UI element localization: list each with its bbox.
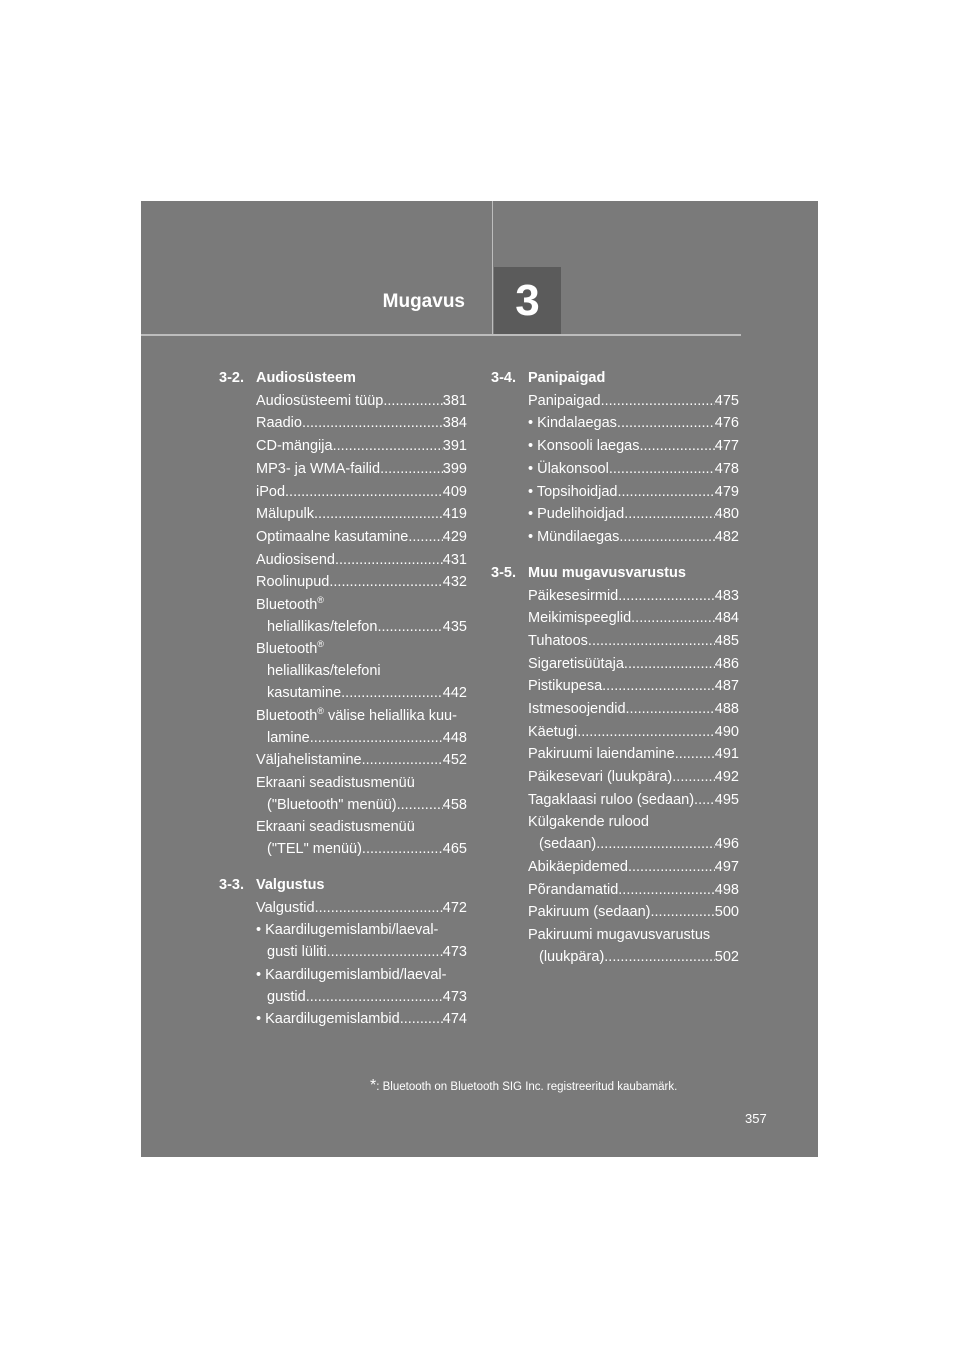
section-title: Muu mugavusvarustus [528, 564, 686, 581]
entry-page: 391 [442, 438, 467, 455]
toc-entry-line [256, 839, 467, 861]
toc-entry-line [256, 482, 467, 504]
toc-entry[interactable] [256, 639, 467, 704]
toc-entry[interactable] [256, 773, 467, 817]
toc-section [219, 875, 467, 1031]
entry-title: • Kaardilugemislambi/laeval- [256, 922, 439, 939]
entry-page: 498 [714, 881, 739, 898]
entry-page: 458 [442, 796, 467, 813]
entry-title-part: Bluetooth [256, 707, 318, 724]
entry-title: Mälupulk [256, 506, 315, 523]
toc-entry-line [256, 572, 467, 594]
entry-page: 478 [714, 460, 739, 477]
toc-entry-line [528, 744, 739, 766]
leader-dots [377, 617, 442, 639]
leader-dots [672, 767, 715, 789]
toc-section [491, 563, 739, 969]
toc-entry-line [256, 459, 467, 481]
toc-left-column [219, 368, 467, 1045]
toc-entry-line [528, 436, 739, 458]
entry-title: Tuhatoos [528, 632, 588, 649]
entry-title: Raadio [256, 415, 302, 432]
section-title: Panipaigad [528, 370, 606, 386]
toc-entry-line [256, 1009, 467, 1031]
toc-entry-line [256, 595, 467, 617]
toc-entry-line [256, 750, 467, 772]
toc-entry-line [256, 661, 467, 683]
section-title: Audiosüsteem [256, 370, 356, 386]
leader-dots [618, 880, 715, 902]
section-heading [219, 875, 467, 897]
leader-dots [602, 676, 715, 698]
entry-title: • Pudelihoidjad [528, 506, 625, 523]
toc-entry-line [528, 482, 739, 504]
toc-entry-line [256, 391, 467, 413]
entry-title: kasutamine [267, 685, 342, 702]
entry-title: Väljahelistamine [256, 752, 362, 769]
entry-title: MP3- ja WMA-failid [256, 460, 381, 477]
entry-title: Päikesesirmid [528, 587, 619, 604]
entry-page: 431 [442, 551, 467, 568]
leader-dots [341, 683, 443, 705]
toc-entry[interactable] [528, 902, 739, 924]
page-number: 357 [745, 1111, 767, 1126]
entry-title: Bluetooth [256, 641, 318, 658]
toc-entry-line [256, 550, 467, 572]
toc-entry-line [528, 631, 739, 653]
entry-title: lamine [267, 729, 310, 746]
toc-entry-line [528, 947, 739, 969]
toc-entry-line [528, 812, 739, 834]
entry-title: gusti lüliti [267, 944, 327, 961]
entry-title: Põrandamatid [528, 881, 619, 898]
entry-title: Pakiruum (sedaan) [528, 904, 651, 921]
entry-title: Pistikupesa [528, 678, 603, 695]
entry-title: (sedaan) [539, 836, 597, 853]
entry-page: 491 [714, 746, 739, 763]
toc-entry[interactable] [528, 608, 739, 630]
toc-entry-line [256, 920, 467, 942]
toc-entry[interactable] [528, 744, 739, 766]
toc-entry[interactable] [256, 482, 467, 504]
entry-title: CD-mängija [256, 438, 333, 455]
toc-entry-line [256, 728, 467, 750]
leader-dots [302, 413, 443, 435]
toc-entry[interactable] [256, 504, 467, 526]
entry-page: 432 [442, 574, 467, 591]
entry-page: 502 [714, 948, 739, 965]
entry-page: 482 [714, 528, 739, 545]
toc-entry-line [528, 413, 739, 435]
registered-mark: ® [317, 705, 324, 716]
footnote [370, 1077, 677, 1095]
toc-entry-line [528, 654, 739, 676]
toc-entry[interactable] [528, 767, 739, 789]
toc-section [219, 368, 467, 861]
entry-page: 381 [442, 392, 467, 409]
leader-dots [397, 795, 443, 817]
toc-entry-line [256, 795, 467, 817]
toc-entry-line [528, 391, 739, 413]
leader-dots [315, 898, 443, 920]
entry-title: Bluetooth [256, 596, 318, 613]
leader-dots [651, 902, 715, 924]
toc-entry-line [528, 676, 739, 698]
entry-page: 384 [442, 415, 467, 432]
toc-entry[interactable] [256, 706, 467, 750]
entry-page: 484 [714, 610, 739, 627]
toc-entry-line [528, 857, 739, 879]
leader-dots [609, 459, 715, 481]
entry-page: 475 [714, 392, 739, 409]
entry-page: 479 [714, 483, 739, 500]
entry-page: 399 [442, 460, 467, 477]
entry-page: 409 [442, 483, 467, 500]
entry-title: Käetugi [528, 723, 578, 740]
toc-entry[interactable] [256, 436, 467, 458]
entry-page: 472 [442, 899, 467, 916]
entry-title: Tagaklaasi ruloo (sedaan) [528, 791, 695, 808]
section-heading [491, 563, 739, 585]
entry-title: Valgustid [256, 899, 315, 916]
toc-entry[interactable] [528, 790, 739, 812]
leader-dots [624, 654, 715, 676]
entry-title: • Kindalaegas [528, 415, 617, 432]
toc-section [491, 368, 739, 549]
toc-entry-line [256, 817, 467, 839]
toc-entry[interactable] [256, 459, 467, 481]
entry-title: Sigaretisüütaja [528, 655, 624, 672]
entry-title: • Ülakonsool [528, 460, 609, 477]
entry-title: Külgakende rulood [528, 814, 649, 831]
entry-title: iPod [256, 483, 286, 500]
entry-page: 496 [714, 836, 739, 853]
leader-dots [380, 459, 443, 481]
toc-entry[interactable] [528, 925, 739, 969]
entry-title: heliallikas/telefon [267, 618, 378, 635]
leader-dots [408, 527, 442, 549]
toc-entry[interactable] [256, 750, 467, 772]
entry-title: • Mündilaegas [528, 528, 620, 545]
entry-page: 486 [714, 655, 739, 672]
leader-dots [596, 834, 715, 856]
entry-title: ("Bluetooth" menüü) [267, 796, 397, 813]
entry-page: 480 [714, 506, 739, 523]
section-number: 3-2. [219, 370, 244, 386]
toc-entry[interactable] [256, 413, 467, 435]
entry-title: Pakiruumi mugavusvarustus [528, 926, 711, 943]
entry-page: 435 [442, 618, 467, 635]
toc-entry[interactable] [528, 482, 739, 504]
entry-title: Panipaigad [528, 392, 601, 409]
entry-title: Audiosisend [256, 551, 335, 568]
entry-page: 495 [714, 791, 739, 808]
entry-title: gustid [267, 988, 306, 1005]
toc-entry[interactable] [528, 459, 739, 481]
leader-dots [577, 722, 715, 744]
entry-title: Optimaalne kasutamine [256, 528, 409, 545]
toc-entry[interactable] [528, 436, 739, 458]
leader-dots [362, 839, 443, 861]
toc-entry-line [256, 898, 467, 920]
entry-title: Päikesevari (luukpära) [528, 769, 673, 786]
toc-entry-line [256, 942, 467, 964]
toc-entry[interactable] [256, 817, 467, 861]
entry-title: Ekraani seadistusmenüü [256, 774, 415, 791]
leader-dots [285, 482, 443, 504]
toc-entry[interactable] [256, 572, 467, 594]
leader-dots [694, 790, 715, 812]
entry-page: 448 [442, 729, 467, 746]
entry-page: 473 [442, 944, 467, 961]
entry-title: (luukpära) [539, 948, 605, 965]
toc-entry-line [528, 699, 739, 721]
leader-dots [631, 608, 715, 630]
toc-entry-line [528, 586, 739, 608]
entry-title: Abikäepidemed [528, 858, 628, 875]
section-number: 3-3. [219, 877, 244, 893]
toc-entry-line [256, 504, 467, 526]
entry-page: 487 [714, 678, 739, 695]
toc-entry[interactable] [256, 965, 467, 1009]
entry-page: 488 [714, 700, 739, 717]
entry-page: 429 [442, 528, 467, 545]
entry-title-part: välise heliallika kuu- [323, 707, 457, 724]
entry-page: 483 [714, 587, 739, 604]
entry-title: Istmesoojendid [528, 700, 626, 717]
toc-entry-line [256, 413, 467, 435]
entry-title: • Kaardilugemislambid/laeval- [256, 966, 447, 983]
toc-entry[interactable] [528, 391, 739, 413]
leader-dots [675, 744, 715, 766]
toc-entry-line [528, 767, 739, 789]
entry-page: 419 [442, 506, 467, 523]
entry-title: Ekraani seadistusmenüü [256, 819, 415, 836]
toc-entry[interactable] [528, 676, 739, 698]
entry-page: 473 [442, 988, 467, 1005]
entry-page: 442 [442, 685, 467, 702]
entry-title: • Topsihoidjad [528, 483, 618, 500]
chapter-title: Mugavus [382, 291, 465, 312]
toc-entry[interactable] [256, 920, 467, 964]
registered-mark: ® [317, 639, 324, 650]
leader-dots [626, 699, 715, 721]
toc-entry-line [528, 925, 739, 947]
toc-entry[interactable] [256, 595, 467, 639]
entry-title: • Kaardilugemislambid [256, 1011, 400, 1028]
leader-dots [362, 750, 443, 772]
entry-page: 500 [714, 904, 739, 921]
entry-page: 452 [442, 752, 467, 769]
toc-right-column [491, 368, 739, 983]
toc-entry-line [256, 527, 467, 549]
leader-dots [619, 527, 714, 549]
toc-entry-line [528, 527, 739, 549]
toc-entry-line [528, 722, 739, 744]
leader-dots [624, 504, 715, 526]
toc-entry[interactable] [528, 631, 739, 653]
toc-entry-line [528, 834, 739, 856]
toc-entry-line [256, 965, 467, 987]
toc-entry-line [256, 987, 467, 1009]
footnote-marker: * [370, 1077, 377, 1094]
entry-title: Pakiruumi laiendamine [528, 746, 675, 763]
footnote-text: : Bluetooth on Bluetooth SIG Inc. registreeritud kaubamärk. [376, 1081, 678, 1093]
header-divider-vertical [492, 201, 493, 335]
toc-entry-line [528, 790, 739, 812]
section-heading [491, 368, 739, 390]
leader-dots [639, 436, 714, 458]
entry-page: 485 [714, 632, 739, 649]
entry-page: 465 [442, 841, 467, 858]
leader-dots [628, 857, 715, 879]
toc-entry-line [256, 683, 467, 705]
leader-dots [383, 391, 442, 413]
section-heading [219, 368, 467, 390]
leader-dots [333, 436, 443, 458]
entry-page: 477 [714, 438, 739, 455]
header-divider-horizontal [141, 334, 741, 336]
leader-dots [604, 947, 715, 969]
leader-dots [314, 504, 443, 526]
entry-title: ("TEL" menüü) [267, 841, 362, 858]
section-title: Valgustus [256, 877, 325, 893]
toc-entry-line [528, 504, 739, 526]
leader-dots [588, 631, 715, 653]
leader-dots [327, 942, 443, 964]
toc-entry-line [528, 459, 739, 481]
toc-entry-line [256, 639, 467, 661]
entry-title: heliallikas/telefoni [267, 663, 381, 680]
toc-entry-line [528, 880, 739, 902]
leader-dots [601, 391, 715, 413]
toc-entry-line [528, 608, 739, 630]
leader-dots [329, 572, 442, 594]
leader-dots [400, 1009, 443, 1031]
toc-entry-line [256, 617, 467, 639]
section-number: 3-4. [491, 370, 516, 386]
toc-entry-line [256, 773, 467, 795]
toc-entry-line [256, 436, 467, 458]
entry-page: 474 [442, 1011, 467, 1028]
entry-title: Audiosüsteemi tüüp [256, 392, 384, 409]
registered-mark: ® [317, 595, 324, 606]
toc-entry[interactable] [528, 504, 739, 526]
leader-dots [306, 987, 443, 1009]
leader-dots [310, 728, 443, 750]
leader-dots [618, 586, 715, 608]
toc-entry[interactable] [528, 812, 739, 856]
toc-entry[interactable] [528, 857, 739, 879]
toc-entry-line [528, 902, 739, 924]
section-number: 3-5. [491, 564, 516, 581]
entry-page: 492 [714, 769, 739, 786]
toc-entry-line [256, 706, 467, 728]
toc-entry[interactable] [528, 654, 739, 676]
entry-page: 476 [714, 415, 739, 432]
toc-entry[interactable] [528, 880, 739, 902]
toc-entry[interactable] [256, 1009, 467, 1031]
toc-entry[interactable] [256, 898, 467, 920]
toc-entry[interactable] [528, 699, 739, 721]
toc-entry[interactable] [528, 527, 739, 549]
chapter-number: 3 [515, 275, 540, 325]
toc-entry[interactable] [256, 527, 467, 549]
entry-title: Meikimispeeglid [528, 610, 632, 627]
toc-entry[interactable] [256, 550, 467, 572]
chapter-number-box [494, 267, 561, 334]
entry-page: 490 [714, 723, 739, 740]
toc-entry[interactable] [528, 722, 739, 744]
entry-page: 497 [714, 858, 739, 875]
leader-dots [335, 550, 443, 572]
toc-entry[interactable] [256, 391, 467, 413]
toc-entry[interactable] [528, 586, 739, 608]
leader-dots [617, 413, 715, 435]
entry-title: Roolinupud [256, 574, 330, 591]
leader-dots [617, 482, 714, 504]
entry-title: • Konsooli laegas [528, 438, 640, 455]
toc-entry[interactable] [528, 413, 739, 435]
